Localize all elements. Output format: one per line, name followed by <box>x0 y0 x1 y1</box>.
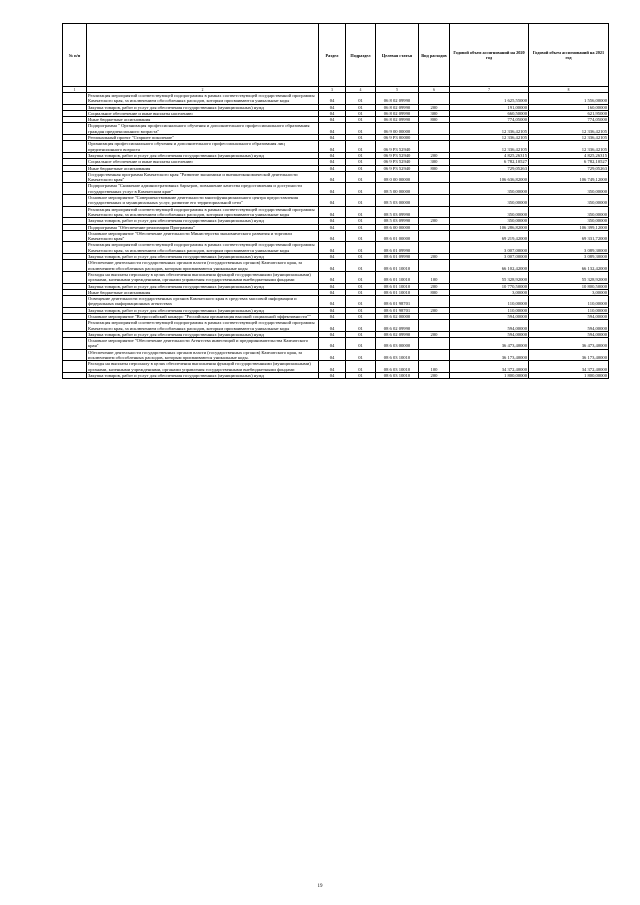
cell-year-2020: 110,00000 <box>450 307 529 313</box>
cell-vid-rashodov <box>419 93 450 105</box>
cell-year-2020: 594,00000 <box>450 320 529 332</box>
cell-name: Государственная программа Камчатского края "Развитие экономики и внешнеэкономической деятельности Камчатского края" <box>87 171 319 183</box>
cell-num <box>63 171 87 183</box>
cell-podrazdel: 01 <box>346 331 376 337</box>
cell-year-2020: 350,00000 <box>450 218 529 224</box>
cell-podrazdel: 01 <box>346 135 376 141</box>
cell-cel-statya: 06 8 02 09990 <box>376 104 419 110</box>
cell-year-2020: 594,00000 <box>450 331 529 337</box>
cell-podrazdel: 01 <box>346 338 376 350</box>
cell-cel-statya: 08 6 03 10010 <box>376 372 419 378</box>
cell-cel-statya: 08 6 01 00000 <box>376 230 419 242</box>
cell-name: Обеспечение деятельности государственных органов власти (государственных органов) Камчатского края, за исключением обособленных расходов, которым присваиваются уникальные коды <box>87 260 319 272</box>
cell-vid-rashodov: 800 <box>419 165 450 171</box>
cell-vid-rashodov <box>419 242 450 254</box>
cell-vid-rashodov: 200 <box>419 254 450 260</box>
cell-vid-rashodov: 200 <box>419 372 450 378</box>
cell-razdel: 04 <box>319 206 346 218</box>
cell-num <box>63 206 87 218</box>
cell-year-2021: 3 089,30000 <box>529 254 609 260</box>
cell-razdel: 04 <box>319 93 346 105</box>
cell-vid-rashodov <box>419 183 450 195</box>
cell-name: Иные бюджетные ассигнования <box>87 117 319 123</box>
table-row <box>63 141 609 153</box>
cell-cel-statya: 06 8 02 09990 <box>376 93 419 105</box>
cell-razdel: 04 <box>319 110 346 116</box>
cell-vid-rashodov <box>419 171 450 183</box>
header-vid-rashodov: Вид расходов <box>419 24 450 87</box>
cell-vid-rashodov <box>419 195 450 207</box>
cell-year-2020: 10 770,50000 <box>450 283 529 289</box>
cell-year-2021: 12 336,42105 <box>529 123 609 135</box>
cell-name: Реализация мероприятий соответствующей подпрограммы в рамках соответствующей государственной программы Камчатского края, за исключением обособленных расходов, которым присваиваются уникальные коды <box>87 242 319 254</box>
cell-year-2021: 594,00000 <box>529 331 609 337</box>
cell-year-2020: 3,00000 <box>450 289 529 295</box>
cell-vid-rashodov <box>419 296 450 308</box>
cell-cel-statya: 06 9 P3 52940 <box>376 152 419 158</box>
cell-cel-statya: 06 9 P3 52940 <box>376 141 419 153</box>
cell-num <box>63 123 87 135</box>
cell-razdel: 04 <box>319 117 346 123</box>
column-number: 6 <box>419 87 450 93</box>
cell-razdel: 04 <box>319 296 346 308</box>
cell-vid-rashodov <box>419 338 450 350</box>
cell-name: Основное мероприятие "Всероссийский конкурс "Российская организация высокой социальной эффективности"" <box>87 313 319 319</box>
cell-razdel: 04 <box>319 224 346 230</box>
header-year-2020: Годовой объем ассигнований на 2020 год <box>450 24 529 87</box>
cell-cel-statya: 08 5 03 00000 <box>376 195 419 207</box>
cell-podrazdel: 01 <box>346 224 376 230</box>
cell-year-2021: 1 800,00000 <box>529 372 609 378</box>
cell-year-2020: 350,00000 <box>450 195 529 207</box>
cell-razdel: 04 <box>319 349 346 361</box>
cell-cel-statya: 06 8 02 09990 <box>376 110 419 116</box>
cell-podrazdel: 01 <box>346 254 376 260</box>
page-number: 19 <box>317 884 323 889</box>
table-row <box>63 123 609 135</box>
cell-year-2020: 12 336,42105 <box>450 123 529 135</box>
cell-num <box>63 183 87 195</box>
cell-vid-rashodov: 200 <box>419 104 450 110</box>
cell-podrazdel: 01 <box>346 271 376 283</box>
cell-cel-statya: 08 6 02 09990 <box>376 320 419 332</box>
cell-name: Закупка товаров, работ и услуг для обеспечения государственных (муниципальных) нужд <box>87 331 319 337</box>
cell-name: Расходы на выплаты персоналу в целях обеспечения выполнения функций государственными (муниципальными) органами, казенными учреждениями, органами управления государственными внебюджетными фондами <box>87 361 319 373</box>
table-header <box>63 24 609 93</box>
cell-year-2021: 36 173,40000 <box>529 349 609 361</box>
cell-podrazdel: 01 <box>346 104 376 110</box>
cell-year-2021: 594,00000 <box>529 313 609 319</box>
column-number: 2 <box>87 87 319 93</box>
cell-name: Основное мероприятие "Совершенствование деятельности многофункционального центра предоставления государственных и муниципальных услуг, развитие его территориальной сети" <box>87 195 319 207</box>
cell-cel-statya: 08 6 01 09990 <box>376 242 419 254</box>
cell-num <box>63 338 87 350</box>
cell-name: Закупка товаров, работ и услуг для обеспечения государственных (муниципальных) нужд <box>87 372 319 378</box>
cell-num <box>63 320 87 332</box>
cell-vid-rashodov <box>419 123 450 135</box>
cell-name: Иные бюджетные ассигнования <box>87 289 319 295</box>
cell-name: Социальное обеспечение и иные выплаты населению <box>87 159 319 165</box>
cell-year-2020: 350,00000 <box>450 206 529 218</box>
table-row <box>63 361 609 373</box>
cell-podrazdel: 01 <box>346 165 376 171</box>
table-row <box>63 320 609 332</box>
table-row <box>63 296 609 308</box>
cell-year-2021: 110,00000 <box>529 296 609 308</box>
cell-year-2020: 36 473,40000 <box>450 338 529 350</box>
cell-year-2020: 4 825,26315 <box>450 152 529 158</box>
budget-table <box>62 23 609 379</box>
cell-podrazdel: 01 <box>346 349 376 361</box>
cell-name: Закупка товаров, работ и услуг для обеспечения государственных (муниципальных) нужд <box>87 218 319 224</box>
cell-name: Основное мероприятие "Обеспечение деятельности Агентства инвестиций и предпринимательства Камчатского края" <box>87 338 319 350</box>
cell-vid-rashodov: 300 <box>419 159 450 165</box>
cell-cel-statya: 08 6 03 00000 <box>376 338 419 350</box>
cell-vid-rashodov: 800 <box>419 117 450 123</box>
cell-year-2021: 55 328,92000 <box>529 271 609 283</box>
header-num: № п/п <box>63 24 87 87</box>
cell-name: Социальное обеспечение и иные выплаты населению <box>87 110 319 116</box>
cell-podrazdel: 01 <box>346 296 376 308</box>
cell-num <box>63 242 87 254</box>
cell-razdel: 04 <box>319 183 346 195</box>
cell-year-2020: 69 219,42000 <box>450 230 529 242</box>
cell-razdel: 04 <box>319 104 346 110</box>
table-row <box>63 271 609 283</box>
cell-num <box>63 271 87 283</box>
cell-podrazdel: 01 <box>346 320 376 332</box>
cell-podrazdel: 01 <box>346 260 376 272</box>
cell-podrazdel: 01 <box>346 307 376 313</box>
cell-podrazdel: 01 <box>346 206 376 218</box>
cell-year-2021: 69 331,72000 <box>529 230 609 242</box>
table-row <box>63 230 609 242</box>
cell-num <box>63 230 87 242</box>
cell-year-2020: 660,50000 <box>450 110 529 116</box>
cell-podrazdel: 01 <box>346 123 376 135</box>
cell-vid-rashodov <box>419 141 450 153</box>
cell-year-2021: 350,00000 <box>529 218 609 224</box>
table-row <box>63 242 609 254</box>
header-podrazdel: Подраздел <box>346 24 376 87</box>
cell-podrazdel: 01 <box>346 242 376 254</box>
header-year-2021: Годовой объем ассигнований на 2021 год <box>529 24 609 87</box>
cell-cel-statya: 08 6 01 98701 <box>376 296 419 308</box>
table-row <box>63 93 609 105</box>
cell-year-2021: 4 825,26315 <box>529 152 609 158</box>
table-row <box>63 206 609 218</box>
cell-cel-statya: 08 6 01 98701 <box>376 307 419 313</box>
cell-year-2021: 350,00000 <box>529 206 609 218</box>
cell-podrazdel: 01 <box>346 218 376 224</box>
cell-podrazdel: 01 <box>346 195 376 207</box>
cell-cel-statya: 08 5 03 09990 <box>376 206 419 218</box>
cell-razdel: 04 <box>319 141 346 153</box>
cell-razdel: 04 <box>319 260 346 272</box>
cell-razdel: 04 <box>319 159 346 165</box>
cell-vid-rashodov <box>419 349 450 361</box>
cell-year-2021: 3,00000 <box>529 289 609 295</box>
cell-name: Закупка товаров, работ и услуг для обеспечения государственных (муниципальных) нужд <box>87 152 319 158</box>
cell-vid-rashodov: 200 <box>419 283 450 289</box>
cell-year-2021: 106 399,12000 <box>529 224 609 230</box>
cell-year-2020: 55 328,92000 <box>450 271 529 283</box>
column-number: 3 <box>319 87 346 93</box>
cell-year-2021: 1 556,00000 <box>529 93 609 105</box>
cell-razdel: 04 <box>319 271 346 283</box>
cell-name: Региональный проект "Старшее поколение" <box>87 135 319 141</box>
cell-cel-statya: 08 6 03 10010 <box>376 361 419 373</box>
cell-razdel: 04 <box>319 218 346 224</box>
cell-year-2021: 621,95000 <box>529 110 609 116</box>
cell-cel-statya: 06 8 02 09990 <box>376 117 419 123</box>
cell-year-2020: 106 286,82000 <box>450 224 529 230</box>
cell-num <box>63 361 87 373</box>
cell-cel-statya: 08 6 02 00000 <box>376 313 419 319</box>
cell-vid-rashodov <box>419 320 450 332</box>
cell-name: Закупка товаров, работ и услуг для обеспечения государственных (муниципальных) нужд <box>87 254 319 260</box>
cell-name: Обеспечение деятельности государственных органов власти (государственных органов) Камчатского края, за исключением обособленных расходов, которым присваиваются уникальные коды. <box>87 349 319 361</box>
cell-year-2021: 729,05263 <box>529 165 609 171</box>
cell-name: Расходы на выплаты персоналу в целях обеспечения выполнения функций государственными (муниципальными) органами, казенными учреждениями, органами управления государственными внебюджетными фондами <box>87 271 319 283</box>
cell-year-2021: 6 782,10527 <box>529 159 609 165</box>
cell-podrazdel: 01 <box>346 230 376 242</box>
cell-year-2021: 350,00000 <box>529 183 609 195</box>
cell-name: Реализация мероприятий соответствующей подпрограммы в рамках соответствующей государственной программы Камчатского края, за исключением обособленных расходов, которым присваиваются уникальные коды <box>87 320 319 332</box>
table-row <box>63 195 609 207</box>
cell-name: Подпрограмма " Организация профессионального обучения и дополнительного профессионального образования граждан предпенсионного возраста" <box>87 123 319 135</box>
cell-year-2020: 3 007,00000 <box>450 254 529 260</box>
cell-year-2020: 729,05263 <box>450 165 529 171</box>
cell-year-2021: 3 089,30000 <box>529 242 609 254</box>
cell-vid-rashodov: 300 <box>419 110 450 116</box>
cell-razdel: 04 <box>319 242 346 254</box>
cell-razdel: 04 <box>319 338 346 350</box>
cell-year-2020: 1 625,55000 <box>450 93 529 105</box>
cell-year-2020: 6 782,10527 <box>450 159 529 165</box>
cell-year-2020: 106 636,82000 <box>450 171 529 183</box>
cell-vid-rashodov: 800 <box>419 289 450 295</box>
cell-razdel: 04 <box>319 313 346 319</box>
column-number: 8 <box>529 87 609 93</box>
column-number: 7 <box>450 87 529 93</box>
cell-year-2021: 160,00000 <box>529 104 609 110</box>
column-number: 4 <box>346 87 376 93</box>
cell-cel-statya: 06 9 P3 52940 <box>376 159 419 165</box>
cell-name: Основное мероприятие "Обеспечение деятельности Министерства экономического развития и торговли Камчатского края" <box>87 230 319 242</box>
cell-razdel: 04 <box>319 123 346 135</box>
cell-vid-rashodov: 100 <box>419 361 450 373</box>
cell-year-2020: 774,05000 <box>450 117 529 123</box>
cell-razdel: 04 <box>319 165 346 171</box>
column-number: 1 <box>63 87 87 93</box>
cell-vid-rashodov <box>419 230 450 242</box>
cell-num <box>63 296 87 308</box>
cell-cel-statya: 08 6 01 10010 <box>376 271 419 283</box>
cell-num <box>63 372 87 378</box>
table-row <box>63 372 609 378</box>
cell-year-2020: 12 336,42105 <box>450 141 529 153</box>
cell-cel-statya: 08 6 02 09990 <box>376 331 419 337</box>
cell-num <box>63 141 87 153</box>
cell-cel-statya: 08 6 01 10010 <box>376 289 419 295</box>
cell-razdel: 04 <box>319 361 346 373</box>
cell-vid-rashodov <box>419 206 450 218</box>
cell-cel-statya: 08 5 00 00000 <box>376 183 419 195</box>
cell-cel-statya: 06 9 P3 00000 <box>376 135 419 141</box>
cell-year-2020: 66 102,42000 <box>450 260 529 272</box>
cell-podrazdel: 01 <box>346 372 376 378</box>
header-name <box>87 24 319 87</box>
cell-podrazdel: 01 <box>346 141 376 153</box>
cell-podrazdel: 01 <box>346 110 376 116</box>
cell-num <box>63 93 87 105</box>
table-body <box>63 93 609 379</box>
cell-razdel: 04 <box>319 152 346 158</box>
cell-podrazdel: 01 <box>346 183 376 195</box>
cell-podrazdel: 01 <box>346 171 376 183</box>
cell-year-2020: 12 336,42105 <box>450 135 529 141</box>
cell-name: Подпрограмма "Снижение административных барьеров, повышение качества предоставления и доступности государственных услуг в Камчатском крае" <box>87 183 319 195</box>
table-row <box>63 183 609 195</box>
cell-year-2020: 350,00000 <box>450 183 529 195</box>
cell-cel-statya: 06 9 P3 52940 <box>376 165 419 171</box>
cell-year-2020: 36 173,40000 <box>450 349 529 361</box>
header-razdel: Раздел <box>319 24 346 87</box>
cell-razdel: 04 <box>319 283 346 289</box>
cell-razdel: 04 <box>319 230 346 242</box>
cell-name: Освещение деятельности государственных органов Камчатского края в средствах массовой информации и федеральных информационных агентствах <box>87 296 319 308</box>
cell-cel-statya: 06 9 00 00000 <box>376 123 419 135</box>
cell-razdel: 04 <box>319 195 346 207</box>
cell-razdel: 04 <box>319 372 346 378</box>
cell-podrazdel: 01 <box>346 289 376 295</box>
column-number: 5 <box>376 87 419 93</box>
cell-name: Иные бюджетные ассигнования <box>87 165 319 171</box>
table-row <box>63 171 609 183</box>
cell-vid-rashodov: 100 <box>419 271 450 283</box>
cell-name: Подпрограмма "Обеспечение реализации Программы" <box>87 224 319 230</box>
cell-vid-rashodov: 200 <box>419 331 450 337</box>
cell-year-2021: 350,00000 <box>529 195 609 207</box>
cell-razdel: 04 <box>319 289 346 295</box>
cell-podrazdel: 01 <box>346 117 376 123</box>
cell-podrazdel: 01 <box>346 93 376 105</box>
cell-num <box>63 349 87 361</box>
cell-cel-statya: 08 0 00 00000 <box>376 171 419 183</box>
cell-cel-statya: 08 6 01 09990 <box>376 254 419 260</box>
header-cel-statya: Целевая статья <box>376 24 419 87</box>
cell-year-2021: 594,00000 <box>529 320 609 332</box>
cell-year-2021: 774,05000 <box>529 117 609 123</box>
cell-year-2020: 34 372,40000 <box>450 361 529 373</box>
cell-name: Закупка товаров, работ и услуг для обеспечения государственных (муниципальных) нужд <box>87 283 319 289</box>
cell-razdel: 04 <box>319 254 346 260</box>
cell-year-2021: 12 336,42105 <box>529 141 609 153</box>
cell-year-2020: 1 800,00000 <box>450 372 529 378</box>
cell-year-2021: 34 372,40000 <box>529 361 609 373</box>
cell-cel-statya: 08 6 01 10010 <box>376 260 419 272</box>
cell-year-2021: 106 749,12000 <box>529 171 609 183</box>
cell-year-2021: 66 132,42000 <box>529 260 609 272</box>
cell-razdel: 04 <box>319 307 346 313</box>
cell-cel-statya: 08 5 03 09990 <box>376 218 419 224</box>
cell-year-2021: 36 473,40000 <box>529 338 609 350</box>
cell-podrazdel: 01 <box>346 159 376 165</box>
cell-razdel: 04 <box>319 331 346 337</box>
cell-year-2021: 110,00000 <box>529 307 609 313</box>
table-row <box>63 338 609 350</box>
table-row <box>63 260 609 272</box>
cell-name: Реализация мероприятий соответствующей подпрограммы в рамках соответствующей государственной программы Камчатского края, за исключением обособленных расходов, которым присваиваются уникальные коды <box>87 93 319 105</box>
cell-vid-rashodov <box>419 260 450 272</box>
cell-year-2020: 3 007,00000 <box>450 242 529 254</box>
cell-vid-rashodov: 200 <box>419 307 450 313</box>
cell-cel-statya: 08 6 01 10010 <box>376 283 419 289</box>
cell-podrazdel: 01 <box>346 283 376 289</box>
cell-year-2020: 594,00000 <box>450 313 529 319</box>
cell-name: Реализация мероприятий соответствующей подпрограммы в рамках соответствующей государственной программы Камчатского края, за исключением обособленных расходов, которым присваиваются уникальные коды <box>87 206 319 218</box>
cell-podrazdel: 01 <box>346 313 376 319</box>
cell-year-2020: 110,00000 <box>450 296 529 308</box>
cell-cel-statya: 08 6 03 10010 <box>376 349 419 361</box>
cell-num <box>63 195 87 207</box>
cell-podrazdel: 01 <box>346 152 376 158</box>
cell-name: Закупка товаров, работ и услуг для обеспечения государственных (муниципальных) нужд <box>87 104 319 110</box>
cell-razdel: 04 <box>319 135 346 141</box>
cell-year-2021: 12 336,42105 <box>529 135 609 141</box>
cell-podrazdel: 01 <box>346 361 376 373</box>
table-row <box>63 349 609 361</box>
cell-vid-rashodov: 200 <box>419 152 450 158</box>
cell-name: Закупка товаров, работ и услуг для обеспечения государственных (муниципальных) нужд <box>87 307 319 313</box>
cell-razdel: 04 <box>319 320 346 332</box>
cell-name: Организация профессионального обучения и дополнительного профессионального образования лиц предпенсионного возраста <box>87 141 319 153</box>
cell-year-2020: 191,00000 <box>450 104 529 110</box>
cell-vid-rashodov: 200 <box>419 218 450 224</box>
cell-cel-statya: 08 6 00 00000 <box>376 224 419 230</box>
cell-num <box>63 260 87 272</box>
cell-year-2021: 10 800,50000 <box>529 283 609 289</box>
cell-razdel: 04 <box>319 171 346 183</box>
